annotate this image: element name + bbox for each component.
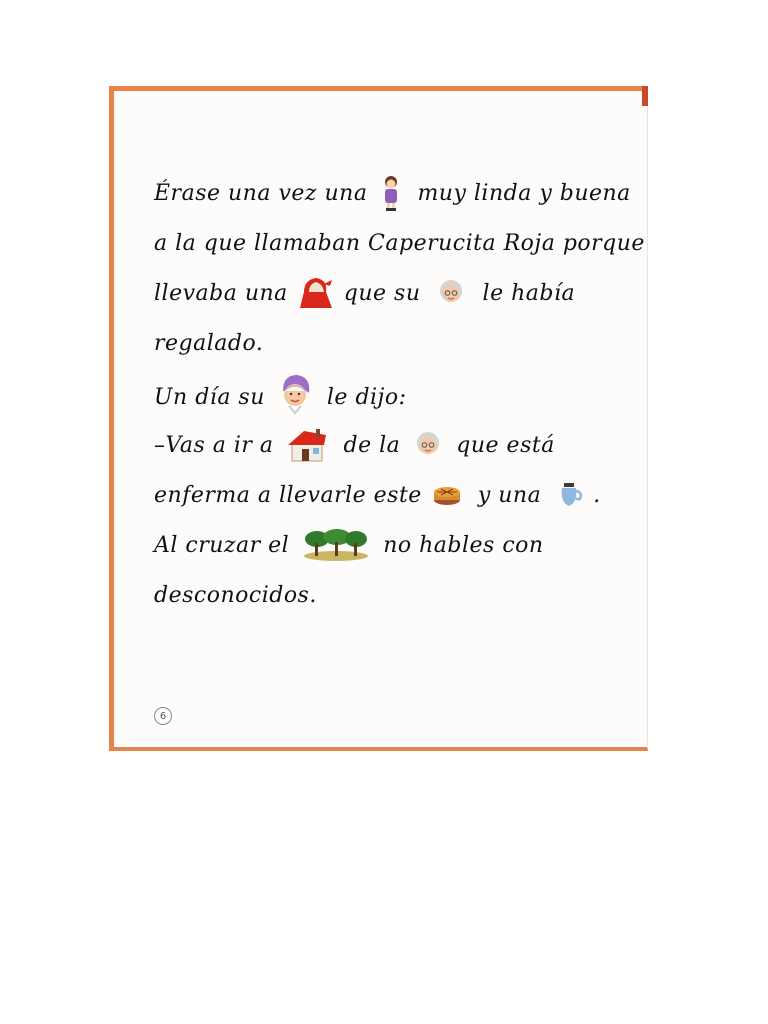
book-page [109, 86, 648, 751]
story-line-3 [154, 273, 575, 313]
line-7-text-a: enferma a llevarle este [154, 482, 422, 508]
house-icon [284, 427, 330, 463]
line-4-text: regalado. [154, 330, 264, 356]
jug-icon [557, 482, 585, 508]
line-9-text: desconocidos. [154, 582, 317, 608]
story-line-4 [154, 323, 263, 363]
grandmother-icon [435, 279, 467, 307]
line-8-text-a: Al cruzar el [154, 532, 290, 558]
line-6-text-c: que está [456, 432, 555, 458]
cake-icon [432, 484, 462, 506]
line-3-text-c: le había [482, 280, 576, 306]
grandmother-icon [412, 431, 444, 459]
line-2-text: a la que llamaban Caperucita Roja porque [154, 230, 645, 256]
page-number: 6 [154, 707, 172, 725]
story-line-2 [154, 223, 645, 263]
girl-icon [379, 175, 403, 211]
story-line-8 [154, 525, 544, 565]
line-3-text-b: que su [343, 280, 421, 306]
line-5-text-b: le dijo: [326, 384, 407, 410]
line-7-text-c: . [593, 482, 601, 508]
line-7-text-b: y una [477, 482, 542, 508]
story-line-9 [154, 575, 317, 615]
forest-icon [303, 528, 369, 562]
line-6-text-a: –Vas a ir a [154, 432, 274, 458]
story-line-1 [154, 173, 631, 213]
mother-icon [275, 373, 315, 421]
line-5-text-a: Un día su [154, 384, 265, 410]
red-hood-icon [298, 276, 336, 310]
line-1-text-b: muy linda y buena [417, 180, 631, 206]
line-1-text-a: Érase una vez una [154, 180, 368, 206]
story-line-5 [154, 373, 407, 421]
line-8-text-b: no hables con [383, 532, 544, 558]
line-6-text-b: de la [343, 432, 401, 458]
story-line-7 [154, 475, 601, 515]
line-3-text-a: llevaba una [154, 280, 288, 306]
story-line-6 [154, 425, 555, 465]
